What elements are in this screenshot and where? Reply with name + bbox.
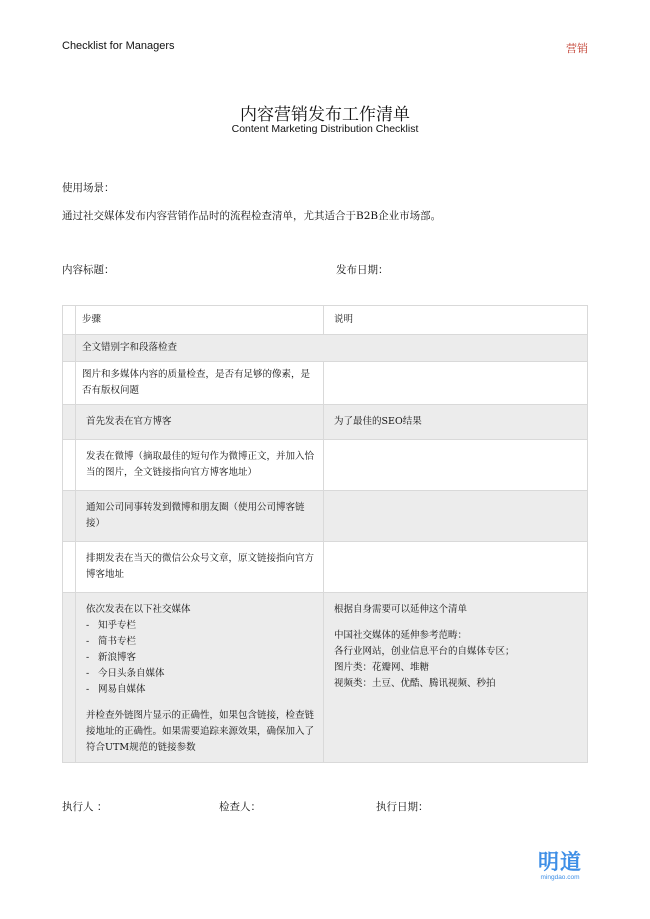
list-item: - 网易自媒体: [86, 682, 315, 698]
content-title-label: 内容标题：: [62, 264, 115, 276]
execution-date-label: 执行日期：: [376, 801, 429, 813]
note-cell: [324, 440, 588, 491]
step-cell: 图片和多媒体内容的质量检查，是否有足够的像素，是否有版权问题: [76, 362, 324, 405]
table-row: [63, 542, 588, 593]
publish-date-label: 发布日期：: [336, 264, 389, 276]
note-cell-social: [324, 593, 588, 763]
note-cell: 为了最佳的SEO结果: [324, 405, 588, 440]
note-cell: [324, 542, 588, 593]
checker-label: 检查人：: [219, 801, 261, 813]
logo-subtext: mingdao.com: [540, 874, 580, 881]
step-cell: 排期发表在当天的微信公众号文章，原文链接指向官方博客地址: [76, 542, 324, 593]
list-item: - 今日头条自媒体: [86, 666, 315, 682]
social-outro: 并检查外链图片显示的正确性，如果包含链接，检查链接地址的正确性。如果需要追踪来源效果，确保加入了符合UTM规范的链接参数: [86, 710, 315, 753]
scenario-text: 通过社交媒体发布内容营销作品时的流程检查清单，尤其适合于B2B企业市场部。: [62, 210, 442, 222]
note-intro: 根据自身需要可以延伸这个清单: [334, 604, 468, 615]
table-row: [63, 593, 588, 763]
table-header-note: 说明: [324, 306, 588, 335]
note-ref-title: 中国社交媒体的延伸参考范畴：: [334, 630, 468, 641]
list-item: - 知乎专栏: [86, 618, 315, 634]
table-header-row: [63, 306, 588, 335]
note-cell: [324, 491, 588, 542]
step-cell-social: [76, 593, 324, 763]
note-line: 视频类：土豆、优酷、腾讯视频、秒拍: [334, 678, 496, 689]
page-title: 内容营销发布工作清单: [240, 105, 410, 125]
platform-list: [86, 618, 315, 698]
note-line: 各行业网站，创业信息平台的自媒体专区；: [334, 646, 515, 657]
header-left-text: Checklist for Managers: [62, 40, 175, 52]
scenario-label: 使用场景：: [62, 182, 115, 194]
logo-mark: 明道: [538, 850, 582, 874]
step-cell: 通知公司同事转发到微博和朋友圈（使用公司博客链接）: [76, 491, 324, 542]
table-row: [63, 362, 588, 405]
table-row: [63, 440, 588, 491]
table-row: [63, 405, 588, 440]
table-header-index: [63, 306, 76, 335]
note-cell: [324, 362, 588, 405]
header-category: 营销: [566, 42, 588, 55]
step-cell: 全文错别字和段落检查: [76, 335, 588, 362]
table-header-step: 步骤: [76, 306, 324, 335]
executor-label: 执行人 ：: [62, 801, 108, 813]
social-intro: 依次发表在以下社交媒体: [86, 604, 191, 615]
table-row: [63, 335, 588, 362]
list-item: - 新浪博客: [86, 650, 315, 666]
checklist-table: [62, 305, 588, 763]
table-row: [63, 491, 588, 542]
page-subtitle: Content Marketing Distribution Checklist: [231, 123, 419, 135]
step-cell: 首先发表在官方博客: [76, 405, 324, 440]
mingdao-logo: [536, 850, 584, 882]
list-item: - 简书专栏: [86, 634, 315, 650]
step-cell: 发表在微博（摘取最佳的短句作为微博正文，并加入恰当的图片，全文链接指向官方博客地址）: [76, 440, 324, 491]
note-line: 图片类：花瓣网、堆糖: [334, 662, 430, 673]
